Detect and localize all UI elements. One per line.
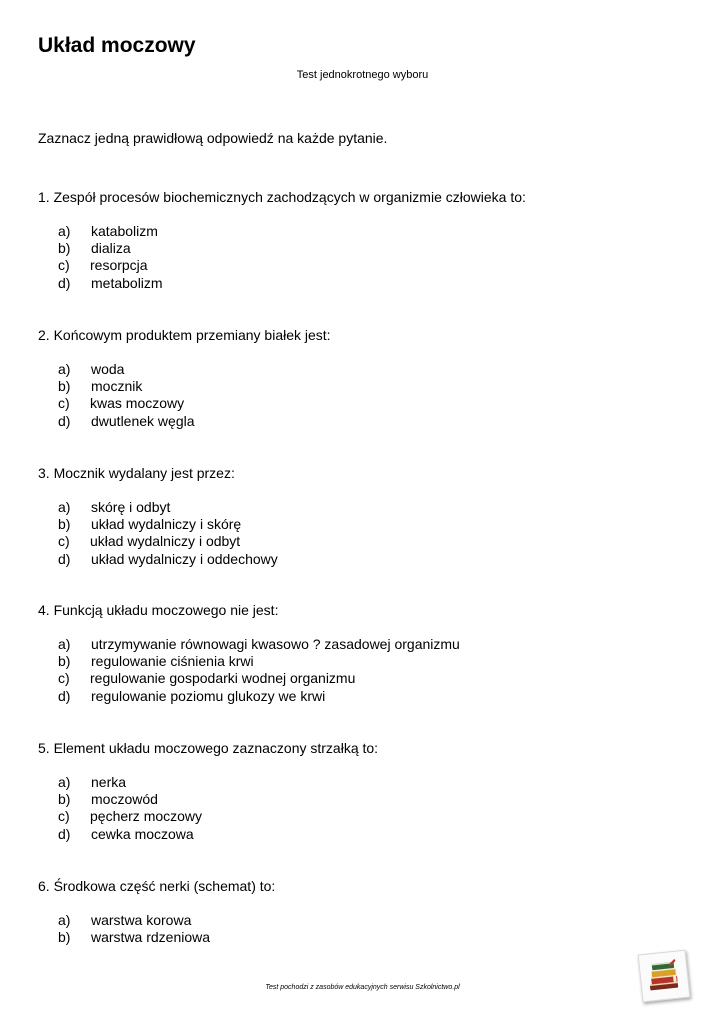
- answer-letter: d): [58, 550, 71, 567]
- question-3: [38, 465, 698, 568]
- answer-option: [38, 395, 698, 412]
- answer-list: [38, 912, 698, 946]
- answer-text: układ wydalniczy i skórę: [91, 516, 242, 533]
- answer-letter: b): [58, 378, 71, 395]
- answer-text: dializa: [91, 240, 131, 257]
- answer-letter: c): [58, 808, 70, 825]
- question-text: 1. Zespół procesów biochemicznych zachodzących w organizmie człowieka to:: [38, 189, 526, 205]
- answer-list: [38, 223, 698, 292]
- answer-text: pęcherz moczowy: [90, 808, 203, 825]
- question-5: [38, 740, 698, 843]
- answer-option: [38, 791, 698, 808]
- answer-option: [38, 774, 698, 791]
- question-6: [38, 878, 698, 946]
- answer-text: układ wydalniczy i odbyt: [90, 533, 241, 550]
- question-2: [38, 327, 698, 430]
- books-icon: [644, 957, 683, 995]
- answer-text: mocznik: [91, 378, 143, 395]
- answer-option: [38, 826, 698, 843]
- footer-note: Test pochodzi z zasobów edukacyjnych serwisu Szkolnictwo.pl: [265, 984, 460, 991]
- answer-list: [38, 361, 698, 430]
- question-text: 3. Mocznik wydalany jest przez:: [38, 465, 235, 481]
- answer-letter: c): [58, 533, 70, 550]
- answer-letter: d): [58, 412, 71, 429]
- answer-option: [38, 636, 698, 653]
- answer-letter: c): [58, 257, 70, 274]
- answer-text: metabolizm: [91, 274, 163, 291]
- question-text: 6. Środkowa część nerki (schemat) to:: [38, 878, 276, 894]
- answer-text: układ wydalniczy i oddechowy: [91, 550, 278, 567]
- answer-option: [38, 808, 698, 825]
- question-text: 2. Końcowym produktem przemiany białek jest:: [38, 327, 331, 343]
- answer-letter: a): [58, 361, 71, 377]
- question-text: 4. Funkcją układu moczowego nie jest:: [38, 602, 279, 618]
- question-1: [38, 189, 698, 292]
- books-logo: [638, 950, 691, 1003]
- answer-list: [38, 774, 698, 843]
- answer-text: resorpcja: [90, 257, 148, 274]
- answer-letter: a): [58, 223, 71, 239]
- answer-letter: c): [58, 670, 70, 687]
- answer-letter: d): [58, 274, 71, 291]
- answer-text: katabolizm: [91, 223, 158, 239]
- answer-letter: b): [58, 653, 71, 670]
- answer-option: [38, 688, 698, 705]
- answer-text: skórę i odbyt: [91, 499, 171, 515]
- answer-list: [38, 499, 698, 568]
- question-4: [38, 602, 698, 705]
- answer-text: warstwa rdzeniowa: [91, 929, 211, 946]
- answer-option: [38, 653, 698, 670]
- answer-option: [38, 240, 698, 257]
- answer-text: nerka: [91, 774, 127, 790]
- answer-letter: b): [58, 929, 71, 946]
- answer-letter: c): [58, 395, 70, 412]
- answer-text: regulowanie gospodarki wodnej organizmu: [90, 670, 356, 687]
- answer-option: [38, 275, 698, 292]
- answer-letter: a): [58, 774, 71, 790]
- answer-text: warstwa korowa: [91, 912, 192, 928]
- page-title: Układ moczowy: [38, 34, 196, 57]
- answer-option: [38, 533, 698, 550]
- instruction-text: Zaznacz jedną prawidłową odpowiedź na każde pytanie.: [38, 130, 388, 146]
- answer-letter: b): [58, 516, 71, 533]
- answer-option: [38, 516, 698, 533]
- answer-list: [38, 636, 698, 705]
- answer-text: regulowanie ciśnienia krwi: [91, 653, 254, 670]
- answer-letter: a): [58, 499, 71, 515]
- answer-letter: b): [58, 240, 71, 257]
- answer-text: regulowanie poziomu glukozy we krwi: [91, 687, 326, 704]
- answer-option: [38, 912, 698, 929]
- answer-text: dwutlenek węgla: [91, 412, 195, 429]
- answer-option: [38, 257, 698, 274]
- answer-text: moczowód: [91, 791, 158, 808]
- answer-letter: a): [58, 636, 71, 652]
- answer-letter: a): [58, 912, 71, 928]
- answer-option: [38, 670, 698, 687]
- answer-letter: d): [58, 687, 71, 704]
- answer-option: [38, 378, 698, 395]
- page-subtitle: Test jednokrotnego wyboru: [296, 69, 429, 81]
- answer-option: [38, 551, 698, 568]
- answer-option: [38, 361, 698, 378]
- answer-text: kwas moczowy: [90, 395, 185, 412]
- answer-text: cewka moczowa: [91, 825, 194, 842]
- question-text: 5. Element układu moczowego zaznaczony strzałką to:: [38, 740, 379, 756]
- answer-letter: d): [58, 825, 71, 842]
- answer-option: [38, 223, 698, 240]
- answer-text: woda: [91, 361, 125, 377]
- answer-option: [38, 499, 698, 516]
- answer-text: utrzymywanie równowagi kwasowo ? zasadowej organizmu: [91, 636, 460, 652]
- answer-option: [38, 929, 698, 946]
- answer-letter: b): [58, 791, 71, 808]
- answer-option: [38, 413, 698, 430]
